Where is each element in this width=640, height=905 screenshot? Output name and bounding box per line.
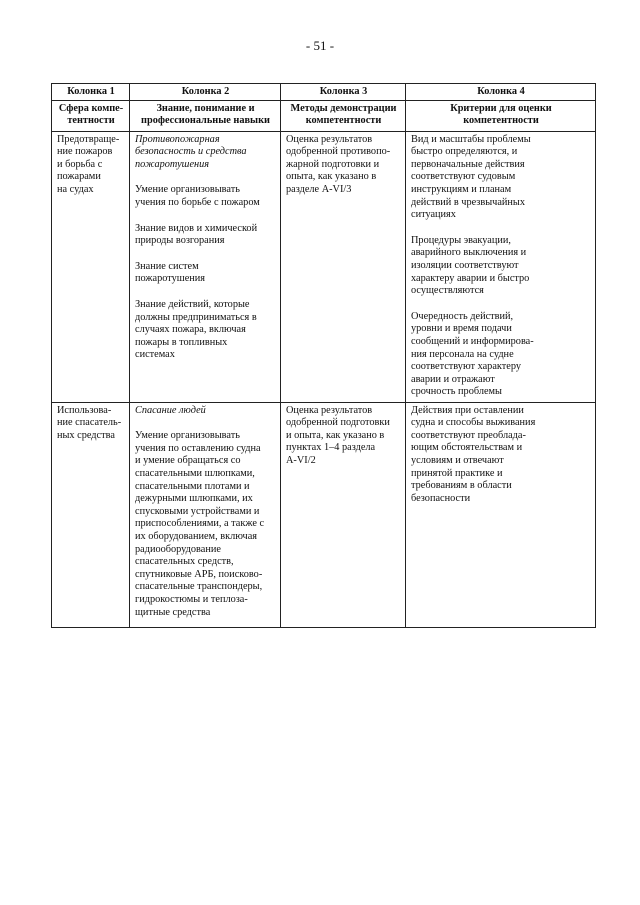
header-methods: Методы демонстрации компетентности xyxy=(281,100,406,131)
table-row xyxy=(52,131,596,402)
column-number-3: Колонка 3 xyxy=(281,84,406,101)
page-number: - 51 - xyxy=(305,38,335,53)
methods-cell xyxy=(281,131,406,402)
knowledge-cell xyxy=(130,131,281,402)
column-number-1: Колонка 1 xyxy=(52,84,130,101)
column-header-row xyxy=(52,100,596,131)
column-number-2: Колонка 2 xyxy=(130,84,281,101)
criteria-item: Вид и масштабы проблемы быстро определяются, и первоначальные действия соответствуют судовым инструкциям и планам действий в чрезвычайных ситуациях xyxy=(411,133,531,221)
sphere-text: Использова- ние спасатель- ных средства xyxy=(57,404,122,441)
sphere-cell xyxy=(52,402,130,627)
methods-cell xyxy=(281,402,406,627)
knowledge-title: Противопожарная безопасность и средства пожаротушения xyxy=(135,133,247,170)
criteria-item: Процедуры эвакуации, аварийного выключения и изоляции соответствуют характеру аварии и быстро осуществляются xyxy=(411,234,530,297)
header-sphere: Сфера компе- тентности xyxy=(52,100,130,131)
sphere-text: Предотвраще- ние пожаров и борьба с пожарами на судах xyxy=(57,133,120,195)
competence-table xyxy=(51,83,596,628)
table-row xyxy=(52,402,596,627)
methods-text: Оценка результатов одобренной противопо- жарной подготовки и опыта, как указано в разделе A-VI/3 xyxy=(286,133,391,195)
knowledge-item: Знание видов и химической природы возгорания xyxy=(135,222,258,247)
methods-text: Оценка результатов одобренной подготовки и опыта, как указано в пунктах 1–4 раздела A-VI/2 xyxy=(286,404,390,466)
knowledge-item: Умение организовывать учения по оставлению судна и умение обращаться со спасательными шлюпками, спасательными плотами и дежурными шлюпками, их спусковыми устройствами и приспособлениями, а также с их оборудованием, включая радиооборудование спасательных средств, спутниковые АРБ, поисково- спасательные транспондеры, гидрокостюмы и теплоза- щитные средства xyxy=(135,430,265,618)
criteria-item: Очередность действий, уровни и время подачи сообщений и информирова- ния персонала на судне соответствуют характеру аварии и отражают срочность проблемы xyxy=(411,310,534,398)
knowledge-item: Знание действий, которые должны предприниматься в случаях пожара, включая пожары в топливных системах xyxy=(135,298,257,361)
column-number-row xyxy=(52,84,596,101)
header-knowledge: Знание, понимание и профессиональные навыки xyxy=(130,100,281,131)
criteria-cell xyxy=(406,402,596,627)
column-number-4: Колонка 4 xyxy=(406,84,596,101)
knowledge-item: Знание систем пожаротушения xyxy=(135,260,206,285)
knowledge-cell xyxy=(130,402,281,627)
knowledge-title: Спасание людей xyxy=(135,404,206,416)
knowledge-item: Умение организовывать учения по борьбе с пожаром xyxy=(135,184,260,208)
criteria-cell xyxy=(406,131,596,402)
sphere-cell xyxy=(52,131,130,402)
header-criteria: Критерии для оценки компетентности xyxy=(406,100,596,131)
criteria-item: Действия при оставлении судна и способы выживания соответствуют преоблада- ющим обстоятельствам и условиям и отвечают принятой практике и требованиям в области безопасности xyxy=(411,404,536,504)
